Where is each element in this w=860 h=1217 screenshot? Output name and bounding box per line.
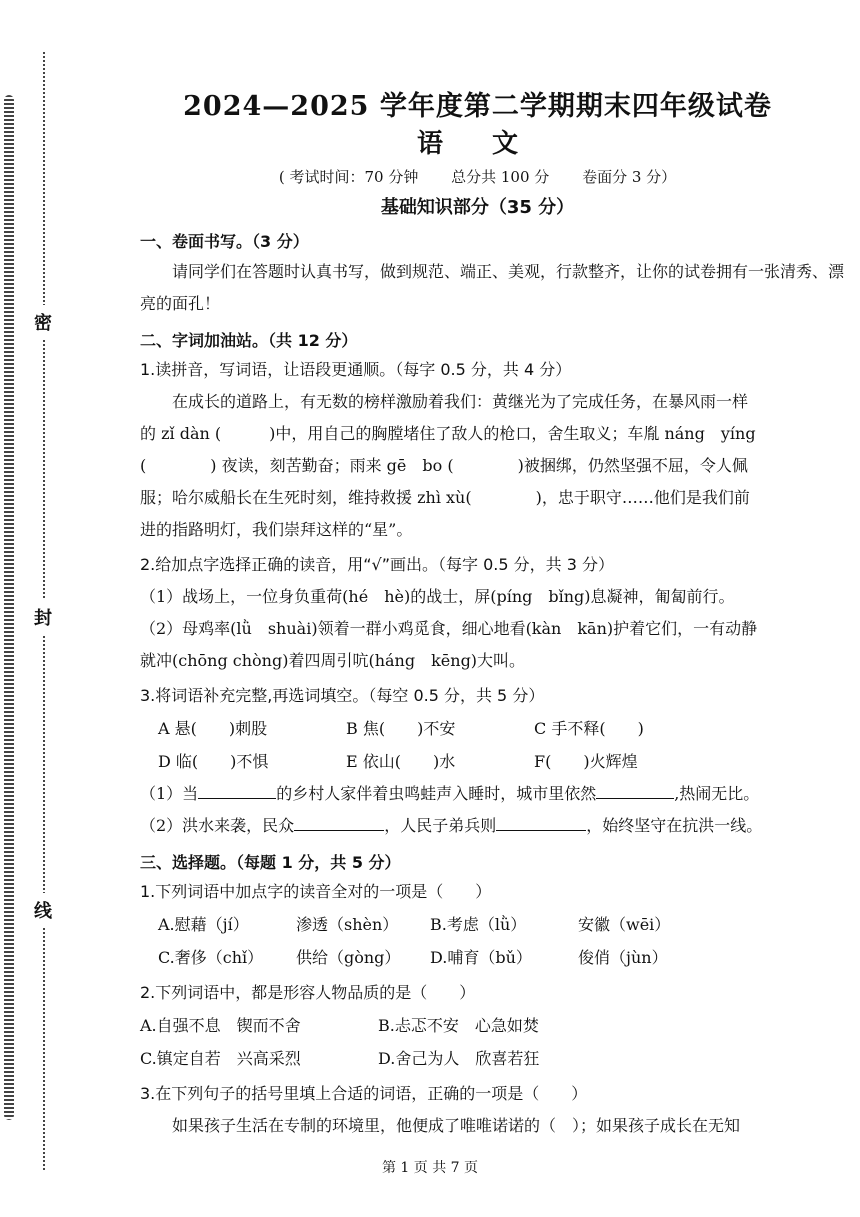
option[interactable]: C.奢侈（chǐ） [158, 948, 264, 967]
option[interactable]: B.忐忑不安 心急如焚 [378, 1016, 539, 1035]
option[interactable]: 俊俏（jùn） [578, 948, 668, 967]
q2-sub3: 3.将词语补充完整,再选词填空。（每空 0.5 分，共 5 分） [140, 686, 545, 705]
pinyin-line: 就冲(chōng chòng)着四周引吭(háng kēng)大叫。 [140, 651, 526, 670]
option[interactable]: B.考虑（lǜ） [430, 915, 527, 934]
answer-blank[interactable] [596, 784, 674, 799]
q2-sub1: 1.读拼音，写词语，让语段更通顺。（每字 0.5 分，共 4 分） [140, 360, 572, 379]
fill-text: （1）当 [140, 784, 199, 803]
answer-blank[interactable] [294, 816, 384, 831]
seal-char-xian: 线 [34, 893, 52, 927]
section-title: 基础知识部分（35 分） [380, 197, 575, 218]
q2-sub2: 2.给加点字选择正确的读音，用“√”画出。（每字 0.5 分，共 3 分） [140, 555, 615, 574]
pinyin-line: （1）战场上，一位身负重荷(hé hè)的战士，屏(píng bǐng)息凝神，匍匐前行。 [140, 587, 735, 606]
option-row [140, 941, 845, 974]
word-item: B 焦( )不安 [346, 719, 456, 738]
word-item: D 临( )不惧 [158, 752, 269, 771]
exam-total: 总分共 100 分 [451, 168, 550, 186]
option[interactable]: 安徽（wēi） [578, 915, 671, 934]
fill-line-2 [140, 810, 845, 842]
option-row [140, 908, 845, 941]
fill-text: ，人民子弟兵则 [384, 816, 497, 835]
pinyin-line: （2）母鸡率(lǜ shuài)领着一群小鸡觅食，细心地看(kàn kān)护着它们，一有动静 [140, 619, 758, 638]
q2-line: 在成长的道路上，有无数的榜样激励着我们：黄继光为了完成任务，在暴风雨一样 [172, 392, 749, 411]
q2-line: 服；哈尔威船长在生死时刻，维持救援 zhì xù( )，忠于职守……他们是我们前 [140, 488, 750, 507]
wavy-edge [4, 95, 14, 1120]
fill-text: 的乡村人家伴着虫鸣蛙声入睡时，城市里依然 [276, 784, 597, 803]
answer-blank[interactable] [496, 816, 586, 831]
exam-neatness: 卷面分 3 分） [582, 168, 677, 186]
option-row [140, 1009, 845, 1042]
option[interactable]: C.镇定自若 兴高采烈 [140, 1049, 301, 1068]
option[interactable]: 供给（gòng） [296, 948, 401, 967]
option[interactable]: D.舍己为人 欣喜若狂 [378, 1049, 540, 1068]
q3-s1: 1.下列词语中加点字的读音全对的一项是（ ） [140, 882, 492, 901]
q2-line: ( ) 夜读，刻苦勤奋；雨来 gē bo ( )被捆绑，仍然坚强不屈，令人佩 [140, 456, 748, 475]
fill-text: ，始终坚守在抗洪一线。 [586, 816, 763, 835]
exam-page [140, 84, 845, 1142]
answer-blank[interactable] [198, 784, 276, 799]
seal-char-mi: 密 [34, 305, 52, 339]
exam-meta [110, 166, 845, 187]
q3-s3: 3.在下列句子的括号里填上合适的词语，正确的一项是（ ） [140, 1084, 588, 1103]
word-item: A 悬( )刺股 [158, 719, 268, 738]
fill-text: （2）洪水来袭，民众 [140, 816, 295, 835]
option[interactable]: A.自强不息 锲而不舍 [140, 1016, 301, 1035]
fill-line-1 [140, 778, 845, 810]
page-footer: 第 1 页 共 7 页 [381, 1160, 479, 1176]
seal-char-feng: 封 [34, 600, 52, 634]
option[interactable]: D.哺育（bǔ） [430, 948, 532, 967]
word-row [140, 712, 845, 745]
option-row [140, 1042, 845, 1075]
q1-text: 请同学们在答题时认真书写，做到规范、端正、美观，行款整齐，让你的试卷拥有一张清秀、漂亮的面孔！ [140, 262, 845, 313]
option[interactable]: 渗透（shèn） [296, 915, 399, 934]
word-item: E 依山( )水 [346, 752, 456, 771]
q2-line: 的 zǐ dàn ( )中，用自己的胸膛堵住了敌人的枪口，舍生取义；车胤 náng yíng [140, 424, 756, 443]
exam-subject: 语 文 [416, 129, 539, 159]
word-item: F( )火辉煌 [534, 752, 638, 771]
exam-time: ( 考试时间：70 分钟 [278, 168, 419, 186]
binding-margin [0, 0, 60, 1217]
q3-s3-text: 如果孩子生活在专制的环境里，他便成了唯唯诺诺的（ ）；如果孩子成长在无知 [172, 1116, 741, 1135]
q1-heading: 一、卷面书写。（3 分） [140, 232, 309, 251]
word-row [140, 745, 845, 778]
q3-s2: 2.下列词语中，都是形容人物品质的是（ ） [140, 983, 476, 1002]
option[interactable]: A.慰藉（jí） [158, 915, 249, 934]
q2-line: 进的指路明灯，我们崇拜这样的“星”。 [140, 520, 413, 539]
word-item: C 手不释( ) [534, 719, 644, 738]
fill-text: ,热闹无比。 [674, 784, 760, 803]
exam-title: 2024—2025 学年度第二学期期末四年级试卷 [183, 91, 772, 122]
q2-heading: 二、字词加油站。（共 12 分） [140, 331, 358, 350]
q3-heading: 三、选择题。（每题 1 分，共 5 分） [140, 853, 401, 872]
